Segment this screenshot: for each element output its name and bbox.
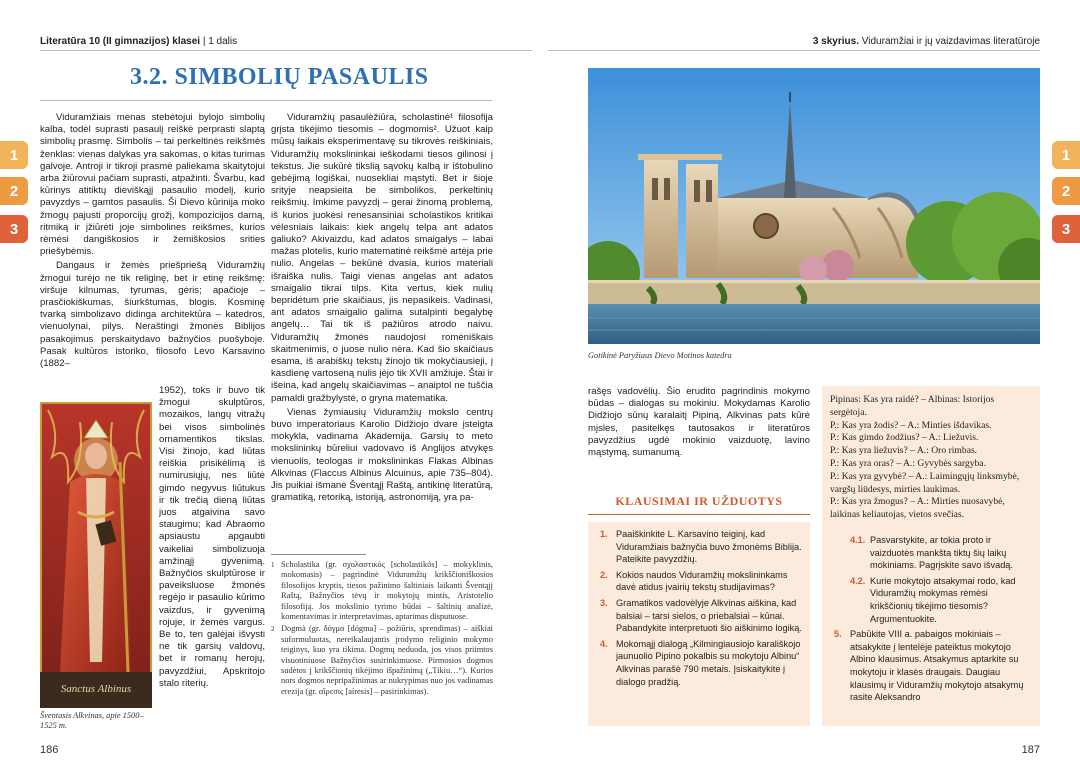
question-item: 4.2. Kurie mokytojo atsakymai rodo, kad Viduramžių mokymas rėmėsi krikščionių tikėjimo tiesomis? Argumentuokite.: [850, 575, 1016, 624]
dialog-and-questions-box: [822, 386, 1040, 726]
paragraph-continued: 1952), toks ir buvo tik žmogui skulptūros, mozaikos, langų vitražų bei visos simbolinės ornamentikos tikslas. Visi žinojo, kad liūtas reiškia prisikėlimą iš numirusiųjų, nes liūtė gimdo negyvus liūtukus ir tik trečią dieną liūtas juos atgaivina savo staugimu; kad Abraomo apsiaustu apgaubti vaikeliai simbolizuoja amžinąjį gyvenimą. Bažnyčios skulptūrose ir paveiksluose žmonės regėjo ir pasaulio kūrimo vaizdus, ir gyvenimą rojuje, ir žemės vargus. Be to, ten galėjai išvysti ne tik garsių valdovų, bet ir romanų herojų, pavyzdžiui, Apskritojo stalo riterių.: [159, 385, 265, 689]
header-divider-left: [40, 50, 532, 51]
footnotes: [271, 560, 493, 736]
page-number-right: 187: [1021, 744, 1040, 756]
side-tab-2-left[interactable]: 2: [0, 177, 28, 205]
notre-dame-photo: [588, 68, 1040, 344]
questions-heading-rule: [588, 514, 810, 515]
alcuin-dialog: [830, 394, 1032, 522]
question-item: 5. Pabūkite VIII a. pabaigos mokiniais – atsakykite į lentelėje pateiktus mokytojo Albino klausimus. Atsakymus aptarkite su mokytoju ir klasės draugais. Daugiau klausimų ir Viduramžių mokytojo atsakymų rasite Aleksandro: [834, 629, 1024, 703]
saint-caption: Šventasis Alkvinas, apie 1500–1525 m.: [40, 711, 144, 730]
saint-alcuin-painting: [40, 402, 152, 708]
dialog-line: P.: Kas yra oras? – A.: Gyvybės sargyba.: [830, 457, 986, 469]
dialog-line: P.: Kas yra gyvybė? – A.: Laimingųjų linksmybė, vargšų liūdesys, mirties laukimas.: [830, 470, 1020, 495]
footnote-1: 1 Scholastika (gr. σχολαστικός [scholastikós] – mokyklinis, mokomasis) – pagrindinė Viduramžių krikščioniškosios filosofijos kryptis, tiesos pažinimo šaltiniais laikanti Šventąjį Raštą, Bažnyčios tėvų ir mokytojų mintis, Aristotelio filosofiją. Jos mokslinio tyrimo būdai – šaltinių analizė, komentavimas ir interpretavimas, aptarimas disputuose.: [271, 560, 493, 622]
header-divider-right: [548, 50, 1040, 51]
side-tab-3-right[interactable]: 3: [1052, 215, 1080, 243]
dialog-line: P.: Kas gimdo žodžius? – A.: Liežuvis.: [830, 432, 979, 444]
question-item: 4.1. Pasvarstykite, ar tokia proto ir vaizduotės mankšta tiktų šių laikų mokiniams. Pagrįskite savo išvadą.: [850, 534, 1013, 571]
dialog-line: P.: Kas yra žodis? – A.: Minties išdavikas.: [830, 419, 992, 431]
main-text-column-3: [588, 386, 810, 466]
book-part: | 1 dalis: [202, 36, 238, 47]
dialog-line: P.: Kas yra liežuvis? – A.: Oro rimbas.: [830, 445, 978, 457]
footnote-2: 2 Dogmà (gr. δόγμα [dógma] – požiūris, sprendimas) – aiškiai suformuluotas, nereikalaujantis įrodymo religinio mokymo teiginys, kuo yra tikima. Dogmų neduoda, jos visos priimtos visuotiniuose Bažnyčios susirinkimuose. Pirmosios dogmos sudėtos į krikščionių tikėjimo išpažinimą („Tikiu…“). Kurios nors dogmos nepripažinimas ar nukrypimas nuo jos vadinamas erezija (gr. αἵρεσις [aíresis] – pasirinkimas).: [271, 624, 493, 696]
question-item: 2. Kokios naudos Viduramžių mokslininkams davė atidus įvairių tekstų studijavimas?: [600, 569, 788, 593]
footnote-rule: [271, 554, 366, 555]
questions-list: [596, 528, 802, 688]
text-wrap-beside-image: [159, 385, 265, 731]
dialog-line: Pipinas: Kas yra raidė? – Albinas: Istorijos sergėtoja.: [830, 394, 995, 418]
side-tab-2-right[interactable]: 2: [1052, 177, 1080, 205]
title-underline: [40, 100, 492, 101]
chapter-number: 3 skyrius.: [812, 36, 859, 47]
question-item: 4. Mokomąjį dialogą „Kilmingiausiojo karališkojo jaunuolio Pipino pokalbis su mokytoju Albinu“ Alkvinas parašė 790 metais. Įsiskaitykite į dialogo pradžią.: [600, 638, 801, 687]
questions-box: [588, 522, 810, 726]
main-text-column-1: [40, 112, 265, 390]
questions-heading: KLAUSIMAI IR UŽDUOTYS: [615, 494, 783, 508]
paragraph: Viduramžių pasaulėžiūra, scholastinė¹ filosofija grįsta tikėjimo tiesomis – dogmomis². Užuot kaip mūsų laikais eksperimentavę su tikrovės reiškiniais, Viduramžių mokslininkai ieškodami tiesos gilinosi į tekstus. Jie sukūrė tikslią sąvokų kalbą ir ištobulino gebėjimą logiškai, nuosekliai mąstyti. Bet ir šioje srityje neapsieita be simbolikos, perkeltinių reikšmių. Imkime pavyzdį – gerai žinomą problemą, iš kurios juokėsi renesansiniai scholastikos kritikai vėlesniais laikais: kiek angelų telpa ant adatos galiuko? Akivaizdu, kad adatos smaigalys – labai mažas plotelis, kurio matematinė reikšmė artėja prie nulio. Angelas – bekūnė dvasia, kurios materiali išraiška nulis. Taigi vienas angelas ant adatos smaigalio tikrai tilps. Kita vertus, kiek nulių bepridėtum prie skaičiaus, jis nepasikeis. Vadinasi, ant adatos smaigalio galima sutalpinti begalybę angelų… Tai tik iš pažiūros atrodo naivu. Viduramžių žmonės naudojosi romėniškais skaitmenimis, o juose nulio nėra. Kad šio skaičiaus esama, iš arabiškų tekstų žinojo tik mokyčiausieji, į kasdienę vartoseną nulis įėjo tik XVII amžiuje. Štai ir išeina, kad angelų skaičiavimas – anaiptol ne tuščia pamaldi gražbylystė, o gryna matematika.: [271, 112, 493, 404]
questions-list-continued: [830, 534, 1032, 704]
photo-caption: Gotikinė Paryžiaus Dievo Motinos katedra: [588, 351, 732, 360]
side-tab-1-right[interactable]: 1: [1052, 141, 1080, 169]
side-tab-3-left[interactable]: 3: [0, 215, 28, 243]
paragraph: Viduramžiais menas stebėtojui bylojo simbolių kalba, todėl suprasti pasaulį reiškė perprasti slaptą simbolių prasmę. Simbolis – tai perkeltinės reikšmės ženklas: vienas dalykas yra sakomas, o kitas turimas galvoje. Antroji ir tikroji prasmė paliekama skaitytojui arba žiūrovui pačiam suprasti, atpažinti. Švarbu, kad kūrinys atitiktų dieviškąjį pasaulio modelį, kurio pavyzdys – gamtos pasaulis. Ši Dievo kūrinija moko žmogų pajusti proporcijų grožį, kompozicijos darną, ritmiką ir įžiūrėti joje simbolines reikšmes, kurios rėmėsi dangiškosios ir žemiškosios srities priešybėmis.: [40, 112, 265, 258]
running-header-right: [813, 36, 1040, 47]
paragraph: Dangaus ir žemės priešpriešą Viduramžių žmogui turėjo ne tik religinę, bet ir etinę reikšmę: viršuje kilnumas, tyrumas, gėris; apačioje – prasčiokiškumas, šiurkštumas, blogis. Kosminę tvarką simbolizavo didinga architektūra – katedros, vienuolynai, pilys. Neraštingi žmonės Biblijos pasakojimus perskaitydavo bažnyčios puošyboje. Pasak kultūros istoriko, filosofo Levo Karsavino (1882–: [40, 260, 265, 370]
question-item: 3. Gramatikos vadovėlyje Alkvinas aiškina, kad balsiai – tarsi sielos, o priebalsiai – kūnai. Pabandykite interpretuoti šio aiškinimo logiką.: [600, 597, 802, 634]
paragraph: rašęs vadovėlių. Šio erudito pagrindinis mokymo būdas – dialogas su mokiniu. Mokydamas Karolio Didžiojo sūnų karalaitį Pipiną, Alkvinas pats kūrė mįsles, pasitelkęs tautosakos ir literatūros pavyzdžius ugdė mokinio vaizduotę, lavino mąstymą, sumanumą.: [588, 386, 810, 459]
paragraph: Vienas žymiausių Viduramžių mokslo centrų buvo imperatoriaus Karolio Didžiojo dvare įsteigta mokykla, vadinama Akademija. Garsių to meto mokslininkų būreliui vadovavo iš Anglijos atvykęs vienuolis, teologas ir mokslininkas Flakas Albinas Alkvinas (Flaccus Albinus Alcuinus, apie 735–804). Jis puikiai išmanė Šventąjį Raštą, antikinę literatūrą, gramatiką, retoriką, istoriją, astronomiją, yra pa-: [271, 406, 493, 504]
main-text-column-2: [271, 112, 493, 550]
chapter-title: Viduramžiai ir jų vaizdavimas literatūroje: [861, 36, 1040, 47]
running-header-left: [40, 36, 237, 47]
dialog-line: P.: Kas yra žmogus? – A.: Mirties nuosavybė, laikinas keliautojas, vietos svečias.: [830, 496, 1005, 521]
painting-inscription: Sanctus Albinus: [60, 683, 132, 695]
side-tab-1-left[interactable]: 1: [0, 141, 28, 169]
question-item: 1. Paaiškinkite L. Karsavino teiginį, kad Viduramžiais bažnyčia buvo žmonėms Biblija. Pateikite pavyzdžių.: [600, 529, 802, 565]
section-title: 3.2. SIMBOLIŲ PASAULIS: [130, 64, 429, 90]
book-title: Literatūra 10 (II gimnazijos) klasei: [40, 36, 201, 47]
page-number-left: 186: [40, 744, 59, 756]
